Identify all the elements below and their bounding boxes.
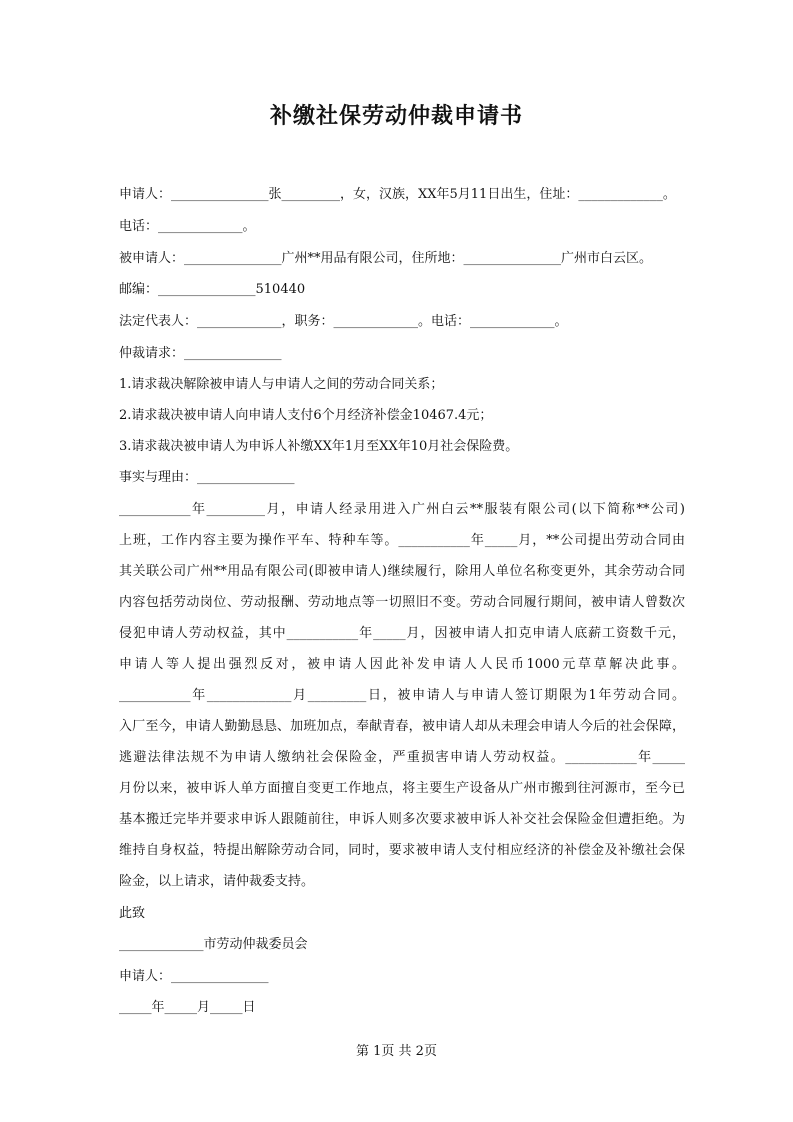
claim-item-2: 2.请求裁决被申请人向申请人支付6个月经济补偿金10467.4元； — [119, 408, 493, 423]
facts-paragraph-line: ___________年_________月，申请人经录用进入广州白云**服装有限公司(以下简称**公司) — [119, 502, 685, 517]
facts-paragraph-line: 申请人等人提出强烈反对，被申请人因此补发申请人人民币1000元草草解决此事。 — [119, 657, 685, 672]
addressee-committee: _____________市劳动仲裁委员会 — [119, 937, 308, 952]
postcode-line: 邮编：_______________510440 — [119, 282, 306, 297]
facts-paragraph-line: 基本搬迁完毕并要求申诉人跟随前往，申诉人则多次要求被申诉人补交社会保险金但遭拒绝。为 — [119, 812, 685, 827]
respondent-line: 被申请人：_______________广州**用品有限公司，住所地：_______________广州市白云区。 — [119, 251, 653, 266]
applicant-line: 申请人：_______________张_________，女，汉族，XX年5月11日出生，住址：_____________。 — [119, 187, 676, 202]
facts-paragraph-line: 侵犯申请人劳动权益，其中___________年_____月，因被申请人扣克申请人底薪工资数千元， — [119, 626, 685, 641]
facts-paragraph-line: 维持自身权益，特提出解除劳动合同，同时，要求被申请人支付相应经济的补偿金及补缴社会保 — [119, 843, 685, 858]
facts-heading: 事实与理由：_______________ — [119, 470, 295, 485]
signature-applicant: 申请人：_______________ — [119, 969, 269, 984]
facts-paragraph-line: 其关联公司广州**用品有限公司(即被申请人)继续履行，除用人单位名称变更外，其余劳动合同 — [119, 564, 685, 579]
signature-date: _____年_____月_____日 — [119, 1000, 256, 1015]
facts-paragraph-line: 上班，工作内容主要为操作平车、特种车等。___________年_____月，**公司提出劳动合同由 — [119, 533, 685, 548]
facts-paragraph-line: 内容包括劳动岗位、劳动报酬、劳动地点等一切照旧不变。劳动合同履行期间，被申请人曾数次 — [119, 595, 685, 610]
document-title: 补缴社保劳动仲裁申请书 — [269, 103, 523, 129]
facts-paragraph-line: 月份以来，被申诉人单方面擅自变更工作地点，将主要生产设备从广州市搬到往河源市，至今已 — [119, 781, 685, 796]
facts-paragraph-line: 入厂至今，申请人勤勤恳恳、加班加点，奉献青春，被申请人却从未理会申请人今后的社会保障， — [119, 719, 685, 734]
page-number-footer: 第 1页 共 2页 — [356, 1044, 437, 1059]
claim-item-3: 3.请求裁决被申请人为申诉人补缴XX年1月至XX年10月社会保险费。 — [119, 439, 519, 454]
facts-paragraph-line: 逃避法律法规不为申请人缴纳社会保险金，严重损害申请人劳动权益。___________年_____ — [119, 750, 685, 765]
claim-item-1: 1.请求裁决解除被申请人与申请人之间的劳动合同关系； — [119, 377, 444, 392]
legal-rep-line: 法定代表人：_____________，职务：_____________。电话：_____________。 — [119, 314, 568, 329]
phone-line: 电话：_____________。 — [119, 219, 256, 234]
facts-paragraph-line: ___________年_____________月_________日，被申请人与申请人签订期限为1年劳动合同。 — [119, 688, 685, 703]
facts-paragraph-line: 险金，以上请求，请仲裁委支持。 — [119, 874, 315, 889]
claims-heading: 仲裁请求：_______________ — [119, 346, 282, 361]
salutation: 此致 — [119, 906, 146, 921]
